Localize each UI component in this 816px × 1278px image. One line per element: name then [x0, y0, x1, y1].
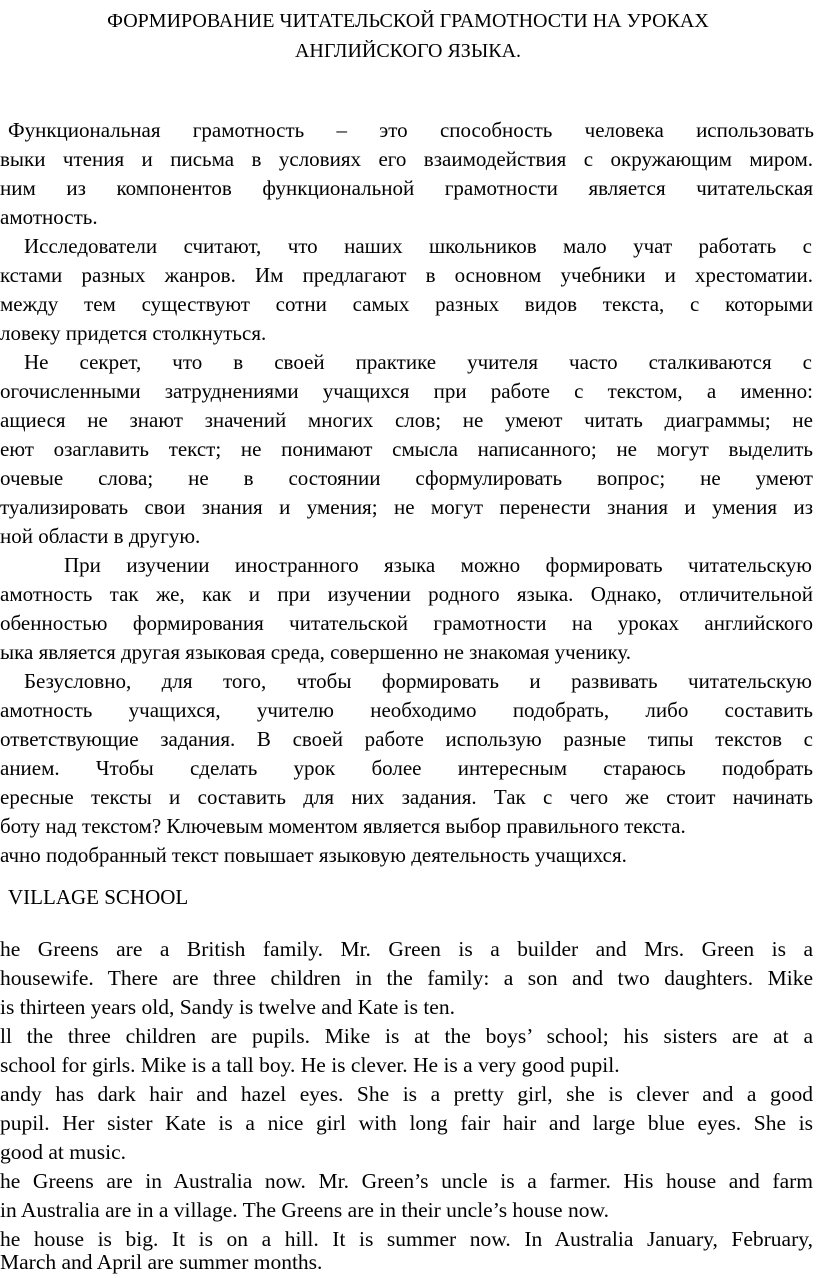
body-line: ной области в другую. — [0, 524, 201, 548]
body-line: При изучении иностранного языка можно формировать читательскую — [64, 553, 812, 577]
body-line: анием. Чтобы сделать урок более интересным стараюсь подобрать — [0, 756, 813, 780]
title-line-1: ФОРМИРОВАНИЕ ЧИТАТЕЛЬСКОЙ ГРАМОТНОСТИ НА УРОКАХ — [107, 10, 709, 32]
body-line: обенностью формирования читательской грамотности на уроках английского — [0, 611, 813, 635]
body-line: очевые слова; не в состоянии сформулировать вопрос; не умеют — [0, 466, 813, 490]
english-line: andy has dark hair and hazel eyes. She is a pretty girl, she is clever and a good — [0, 1082, 813, 1106]
body-line: ачно подобранный текст повышает языковую деятельность учащихся. — [0, 843, 627, 867]
body-line: туализировать свои знания и умения; не могут перенести знания и умения из — [0, 495, 813, 519]
body-line: амотность. — [0, 205, 98, 229]
english-line: he Greens are a British family. Mr. Green is a builder and Mrs. Green is a — [0, 937, 813, 961]
body-line: огочисленными затруднениями учащихся при работе с текстом, а именно: — [0, 379, 813, 403]
body-line: ним из компонентов функциональной грамотности является читательская — [0, 176, 813, 200]
body-line: Безусловно, для того, чтобы формировать и развивать читательскую — [24, 669, 812, 693]
body-line: Не секрет, что в своей практике учителя часто сталкиваются с — [24, 350, 812, 374]
english-line: good at music. — [0, 1140, 126, 1164]
body-line: ловеку придется столкнуться. — [0, 321, 267, 345]
english-line: he Greens are in Australia now. Mr. Green’s uncle is a farmer. His house and farm — [0, 1169, 813, 1193]
section-heading: VILLAGE SCHOOL — [8, 885, 189, 909]
english-line: he house is big. It is on a hill. It is summer now. In Australia January, February, — [0, 1227, 813, 1251]
english-line: ll the three children are pupils. Mike is at the boys’ school; his sisters are at a — [0, 1024, 813, 1048]
english-line: school for girls. Mike is a tall boy. He is clever. He is a very good pupil. — [0, 1053, 620, 1077]
body-line: амотность учащихся, учителю необходимо подобрать, либо составить — [0, 698, 813, 722]
body-line: Функциональная грамотность – это способность человека использовать — [8, 118, 814, 142]
english-line: March and April are summer months. — [0, 1250, 323, 1274]
title-line-2: АНГЛИЙСКОГО ЯЗЫКА. — [294, 40, 522, 62]
body-line: еют озаглавить текст; не понимают смысла написанного; не могут выделить — [0, 437, 813, 461]
body-line: кстами разных жанров. Им предлагают в основном учебники и хрестоматии. — [0, 263, 813, 287]
body-line: амотность так же, как и при изучении родного языка. Однако, отличительной — [0, 582, 813, 606]
english-line: pupil. Her sister Kate is a nice girl with long fair hair and large blue eyes. She is — [0, 1111, 813, 1135]
body-line: ересные тексты и составить для них задания. Так с чего же стоит начинать — [0, 785, 813, 809]
document-title — [0, 6, 816, 66]
english-line: is thirteen years old, Sandy is twelve and Kate is ten. — [0, 995, 455, 1019]
body-line: выки чтения и письма в условиях его взаимодействия с окружающим миром. — [0, 147, 813, 171]
body-line: боту над текстом? Ключевым моментом является выбор правильного текста. — [0, 814, 686, 838]
body-line: Исследователи считают, что наших школьников мало учат работать с — [24, 234, 812, 258]
body-line: ащиеся не знают значений многих слов; не умеют читать диаграммы; не — [0, 408, 813, 432]
body-line: ыка является другая языковая среда, совершенно не знакомая ученику. — [0, 640, 632, 664]
english-line: in Australia are in a village. The Greens are in their uncle’s house now. — [0, 1198, 609, 1222]
english-line: housewife. There are three children in the family: a son and two daughters. Mike — [0, 966, 813, 990]
body-line: между тем существуют сотни самых разных видов текста, с которыми — [0, 292, 813, 316]
body-line: ответствующие задания. В своей работе использую разные типы текстов с — [0, 727, 813, 751]
